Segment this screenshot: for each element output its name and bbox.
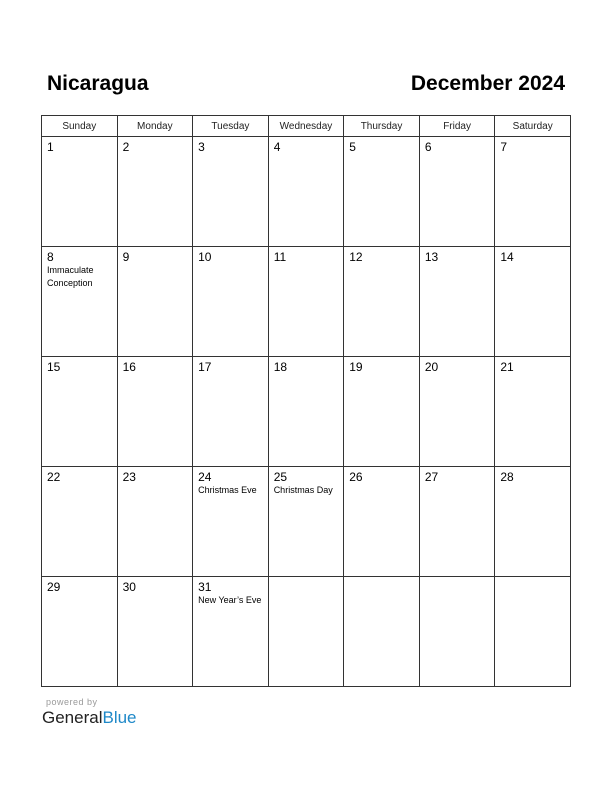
day-number: 14 <box>500 250 514 264</box>
day-number <box>344 577 419 580</box>
day-cell <box>495 357 571 467</box>
day-number: 31 <box>198 580 212 594</box>
day-number: 22 <box>47 470 61 484</box>
day-cell <box>193 247 269 357</box>
day-cell <box>495 577 571 687</box>
weekday-wednesday: Wednesday <box>268 116 344 137</box>
day-number: 27 <box>424 470 439 484</box>
page-title-month: December 2024 <box>410 72 565 95</box>
week-row-5 <box>42 577 571 687</box>
day-cell <box>193 137 269 247</box>
calendar-grid <box>41 115 571 687</box>
day-cell <box>344 247 420 357</box>
day-cell <box>117 357 193 467</box>
day-number: 4 <box>273 140 281 154</box>
day-number: 29 <box>47 580 61 594</box>
day-number: 25 <box>273 470 288 484</box>
day-cell <box>117 137 193 247</box>
weekday-header-row <box>42 116 571 137</box>
day-cell <box>268 357 344 467</box>
day-number: 17 <box>198 360 212 374</box>
day-cell <box>42 357 118 467</box>
day-number: 30 <box>122 580 136 594</box>
day-cell <box>419 247 495 357</box>
logo-text-general: General <box>42 708 103 727</box>
day-number: 8 <box>47 250 54 264</box>
day-number <box>269 577 344 580</box>
week-row-4 <box>42 467 571 577</box>
holiday-label: Immaculate Conception <box>47 265 94 288</box>
day-cell <box>42 467 118 577</box>
day-cell <box>42 577 118 687</box>
day-cell <box>495 467 571 577</box>
day-number: 10 <box>198 250 212 264</box>
day-number: 26 <box>349 470 363 484</box>
day-cell <box>193 357 269 467</box>
day-cell <box>344 577 420 687</box>
day-number: 18 <box>273 360 288 374</box>
week-row-2 <box>42 247 571 357</box>
day-cell <box>42 247 118 357</box>
logo-text-blue: Blue <box>102 708 137 727</box>
weekday-tuesday: Tuesday <box>193 116 269 137</box>
day-number: 11 <box>273 250 287 264</box>
day-number <box>420 577 495 580</box>
weekday-saturday: Saturday <box>495 116 571 137</box>
day-cell <box>419 467 495 577</box>
day-cell <box>268 247 344 357</box>
holiday-label: Christmas Day <box>273 485 333 495</box>
day-cell <box>419 137 495 247</box>
day-cell <box>344 357 420 467</box>
generalblue-logo[interactable] <box>42 708 137 728</box>
day-number: 1 <box>47 140 54 154</box>
weekday-friday: Friday <box>419 116 495 137</box>
weekday-sunday: Sunday <box>42 116 118 137</box>
day-cell <box>344 467 420 577</box>
day-number: 2 <box>122 140 130 154</box>
day-cell <box>495 137 571 247</box>
day-cell <box>117 467 193 577</box>
day-cell <box>344 137 420 247</box>
day-number: 6 <box>424 140 432 154</box>
week-row-3 <box>42 357 571 467</box>
day-cell <box>495 247 571 357</box>
day-number: 16 <box>122 360 136 374</box>
day-cell <box>193 467 269 577</box>
day-number: 15 <box>47 360 61 374</box>
day-number: 23 <box>122 470 136 484</box>
day-number: 19 <box>349 360 363 374</box>
day-cell <box>117 577 193 687</box>
weekday-monday: Monday <box>117 116 193 137</box>
week-row-1 <box>42 137 571 247</box>
holiday-label: Christmas Eve <box>198 485 257 495</box>
day-cell <box>419 357 495 467</box>
holiday-label: New Year’s Eve <box>198 595 262 605</box>
day-number: 20 <box>424 360 439 374</box>
day-number: 5 <box>349 140 356 154</box>
day-number: 13 <box>424 250 439 264</box>
day-number: 21 <box>500 360 514 374</box>
day-cell <box>268 137 344 247</box>
weekday-thursday: Thursday <box>344 116 420 137</box>
day-cell <box>193 577 269 687</box>
day-cell <box>268 467 344 577</box>
day-number: 7 <box>500 140 508 154</box>
day-number: 24 <box>198 470 212 484</box>
day-number <box>495 577 570 580</box>
day-number: 9 <box>122 250 130 264</box>
day-cell <box>268 577 344 687</box>
page-title-country: Nicaragua <box>47 72 149 95</box>
day-cell <box>42 137 118 247</box>
day-number: 28 <box>500 470 514 484</box>
day-cell <box>117 247 193 357</box>
powered-by-label: powered by <box>46 697 98 707</box>
day-cell <box>419 577 495 687</box>
day-number: 3 <box>198 140 205 154</box>
day-number: 12 <box>349 250 363 264</box>
